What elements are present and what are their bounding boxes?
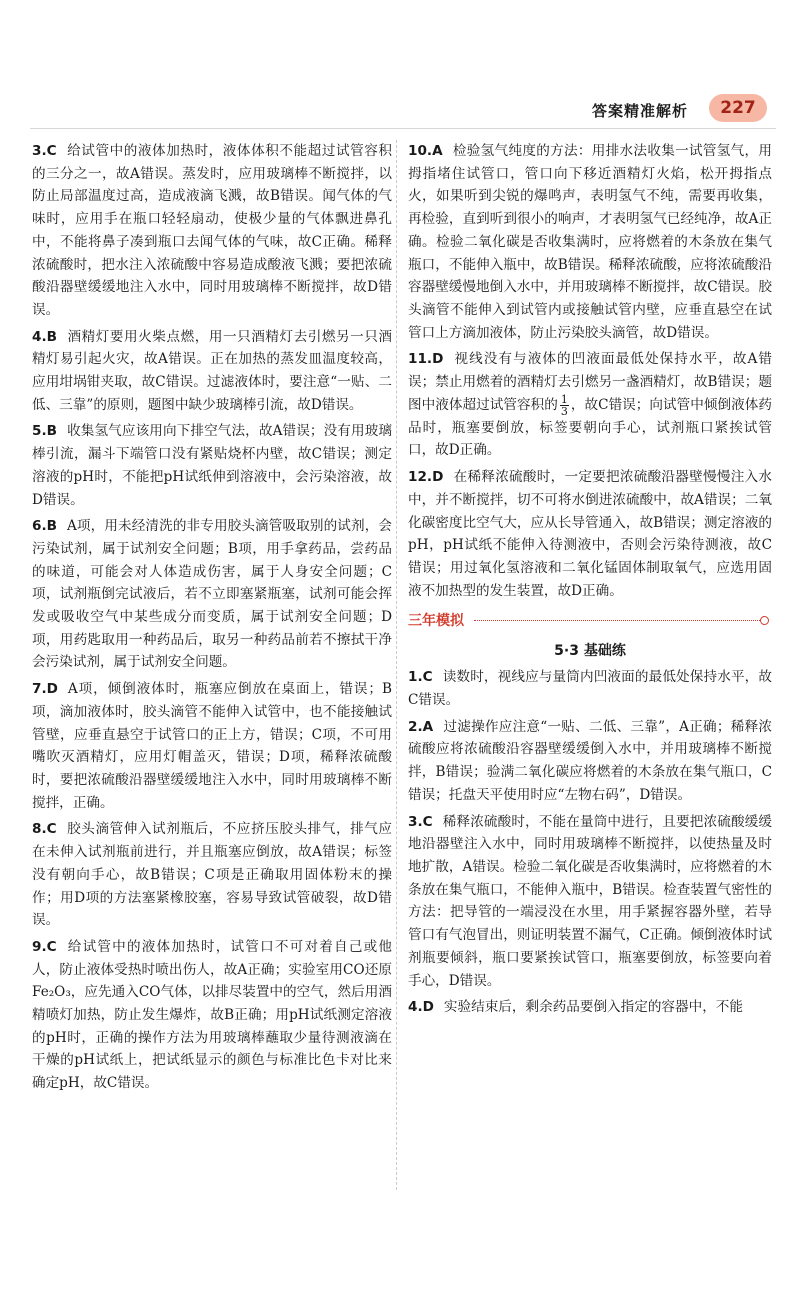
right-column bbox=[408, 140, 772, 1023]
basic-answer-2: 2.A 过滤操作应注意“一贴、二低、三靠”，A正确；稀释浓硫酸应将浓硫酸沿容器壁缓缓倒入水中，并用玻璃棒不断搅拌，B错误；验满二氧化碳应将燃着的木条放在集气瓶口，C错误；托盘天平使用时应“左物右码”，D错误。 bbox=[408, 718, 772, 803]
basic-answer-1: 1.C 读数时，视线应与量筒内凹液面的最低处保持水平，故C错误。 bbox=[408, 669, 772, 709]
answer-12: 12.D 在稀释浓硫酸时，一定要把浓硫酸沿器壁慢慢注入水中，并不断搅拌，切不可将水倒进浓硫酸中，故A错误；二氧化碳密度比空气大，应从长导管通入，故B错误；测定溶液的pH，pH试纸不能伸入待测液中，否则会污染待测液，故C错误；用过氧化氢溶液和二氧化锰固体制取氧气，应选用固液不加热型的发生装置，故D正确。 bbox=[408, 469, 772, 599]
subsection-title: 5·3 基础练 bbox=[554, 643, 626, 660]
header-label: 答案精准解析 bbox=[592, 102, 689, 120]
answer-8: 8.C 胶头滴管伸入试剂瓶后，不应挤压胶头排气，排气应在未伸入试剂瓶前进行，并且瓶塞应倒放，故A错误；标签没有朝向手心，故B错误；C项是正确取用固体粉末的操作；用D项的方法塞紧橡胶塞，容易导致试管破裂，故D错误。 bbox=[32, 821, 392, 929]
basic-answer-4: 4.D 实验结束后，剩余药品要倒入指定的容器中，不能 bbox=[408, 999, 743, 1016]
header-rule bbox=[30, 128, 776, 129]
answer-5: 5.B 收集氢气应该用向下排空气法，故A错误；没有用玻璃棒引流，漏斗下端管口没有紧贴烧杯内壁，故C错误；测定溶液的pH时，不能把pH试纸伸到溶液中，会污染溶液，故D错误。 bbox=[32, 423, 392, 508]
section-rule bbox=[474, 620, 762, 621]
answer-10: 10.A 检验氢气纯度的方法：用排水法收集一试管氢气，用拇指堵住试管口，管口向下移近酒精灯火焰，松开拇指点火，如果听到尖锐的爆鸣声，表明氢气不纯，需要再收集，再检验，直到听到很小的响声，才表明氢气已经纯净，故A正确。检验二氧化碳是否收集满时，应将燃着的木条放在集气瓶口，不能伸入瓶中，故B错误。稀释浓硫酸，应将浓硫酸沿容器壁缓慢地倒入水中，并用玻璃棒不断搅拌，故C错误。胶头滴管不能伸入到试管内或接触试管内壁，应垂直悬空在试管口上方滴加液体，防止污染胶头滴管，故D错误。 bbox=[408, 143, 772, 341]
page-number-badge: 227 bbox=[709, 94, 767, 122]
section-dot-icon bbox=[760, 616, 769, 625]
left-column bbox=[32, 140, 392, 1099]
page-header bbox=[0, 92, 800, 128]
column-divider bbox=[396, 140, 397, 1190]
answer-6: 6.B A项，用未经清洗的非专用胶头滴管吸取别的试剂，会污染试剂，属于试剂安全问题；B项，用手拿药品，尝药品的味道，可能会对人体造成伤害，属于人身安全问题；C项，试剂瓶倒完试液后，若不立即塞紧瓶塞，试剂可能会挥发或吸收空气中某些成分而变质，属于试剂安全问题；D项，用药匙取用一种药品后，取另一种药品前若不擦拭干净会污染试剂，属于试剂安全问题。 bbox=[32, 518, 392, 671]
section-header bbox=[408, 608, 772, 634]
answer-11: 11.D 视线没有与液体的凹液面最低处保持水平，故A错误；禁止用燃着的酒精灯去引燃另一盏酒精灯，故B错误；题图中液体超过试管容积的 $\frac{1}{3}$ ，故C错误；向试管中倾倒液体药品时，瓶塞要倒放，标签要朝向手心，试剂瓶口紧挨试管口，故D正确。 bbox=[408, 351, 773, 459]
answer-7: 7.D A项，倾倒液体时，瓶塞应倒放在桌面上，错误；B项，滴加液体时，胶头滴管不能伸入试管中，也不能接触试管壁，应垂直悬空于试管口的正上方，错误；C项，不可用嘴吹灭酒精灯，应用灯帽盖灭，错误；D项，稀释浓硫酸时，要把浓硫酸沿器壁缓缓地注入水中，同时用玻璃棒不断搅拌，正确。 bbox=[32, 681, 392, 811]
basic-answer-3: 3.C 稀释浓硫酸时，不能在量筒中进行，且要把浓硫酸缓缓地沿器壁注入水中，同时用玻璃棒不断搅拌，以使热量及时地扩散，A错误。检验二氧化碳是否收集满时，应将燃着的木条放在集气瓶口，不能伸入瓶中，B错误。检查装置气密性的方法：把导管的一端浸没在水里，用手紧握容器外壁，若导管口有气泡冒出，则证明装置不漏气，C正确。倾倒液体时试剂瓶要倾斜，瓶口要紧挨试管口，瓶塞要倒放，标签要向着手心，D错误。 bbox=[408, 813, 772, 989]
answer-4: 4.B 酒精灯要用火柴点燃，用一只酒精灯去引燃另一只酒精灯易引起火灾，故A错误。正在加热的蒸发皿温度较高，应用坩埚钳夹取，故C错误。过滤液体时，要注意“一贴、二低、三靠”的原则，题图中缺少玻璃棒引流，故D错误。 bbox=[32, 328, 392, 413]
answer-9: 9.C 给试管中的液体加热时，试管口不可对着自己或他人，防止液体受热时喷出伤人，故A正确；实验室用CO还原Fe₂O₃，应先通入CO气体，以排尽装置中的空气，然后用酒精喷灯加热，防止发生爆炸，故B正确；用pH试纸测定溶液的pH时，正确的操作方法为用玻璃棒蘸取少量待测液滴在干燥的pH试纸上，把试纸显示的颜色与标准比色卡对比来确定pH，故C错误。 bbox=[32, 938, 392, 1092]
answer-3: 3.C 给试管中的液体加热时，液体体积不能超过试管容积的三分之一，故A错误。蒸发时，应用玻璃棒不断搅拌，以防止局部温度过高，造成液滴飞溅，故B错误。闻气体的气味时，应用手在瓶口轻轻扇动，使极少量的气体飘进鼻孔中，不能将鼻子凑到瓶口去闻气体的气味，故C正确。稀释浓硫酸时，把水注入浓硫酸中容易造成酸液飞溅；要把浓硫酸沿器壁缓缓地注入水中，同时用玻璃棒不断搅拌，故D错误。 bbox=[32, 143, 392, 318]
fraction-one-third: $\frac{1}{3}$ bbox=[560, 392, 568, 418]
section-title: 三年模拟 bbox=[408, 613, 464, 630]
